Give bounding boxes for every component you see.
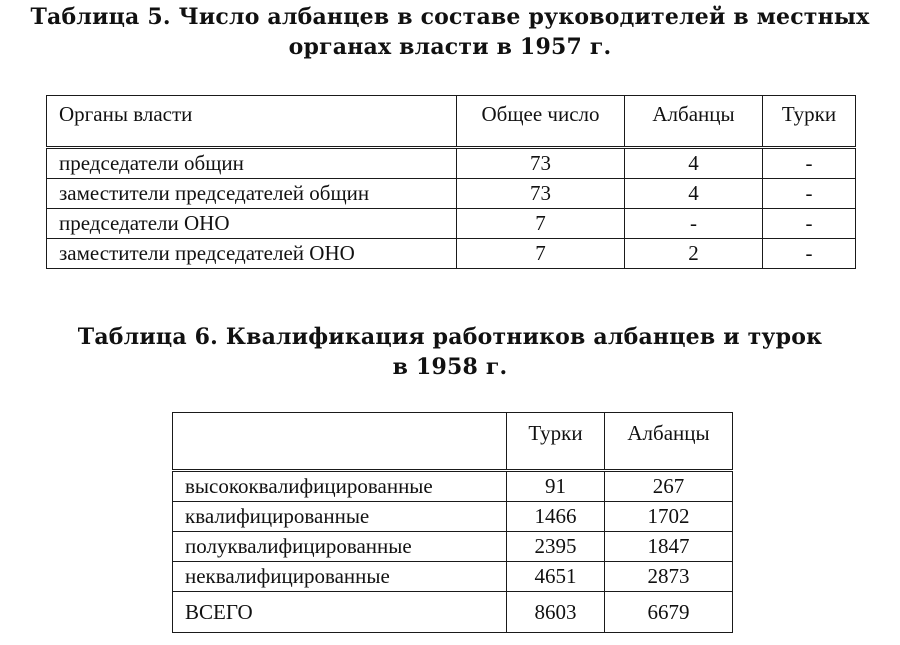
- table-row: [47, 148, 856, 179]
- table-row: [173, 502, 733, 532]
- table-cell: высококвалифицированные: [173, 471, 507, 502]
- table-cell: 1466: [507, 502, 605, 532]
- table-cell: 73: [457, 148, 625, 179]
- table6-header-cell: Албанцы: [605, 413, 733, 471]
- table-cell: председатели ОНО: [47, 209, 457, 239]
- table-cell: -: [763, 209, 856, 239]
- table6-header-cell: [173, 413, 507, 471]
- table-cell: ВСЕГО: [173, 592, 507, 633]
- table-cell: 6679: [605, 592, 733, 633]
- table-cell: 73: [457, 179, 625, 209]
- table-total-row: [173, 592, 733, 633]
- table-cell: 4: [625, 148, 763, 179]
- table5-header-cell: Органы власти: [47, 96, 457, 148]
- table-cell: 7: [457, 209, 625, 239]
- table-cell: квалифицированные: [173, 502, 507, 532]
- table-row: [47, 209, 856, 239]
- table-cell: 4: [625, 179, 763, 209]
- table-cell: заместители председателей ОНО: [47, 239, 457, 269]
- table5-title: [0, 2, 900, 62]
- table5-authorities: [46, 95, 856, 269]
- table6-title: [0, 322, 900, 382]
- table5-header-cell: Общее число: [457, 96, 625, 148]
- table5-header-row: [47, 96, 856, 148]
- table6-header-row: [173, 413, 733, 471]
- table5-title-line1: Таблица 5. Число албанцев в составе руководителей в местных: [30, 4, 870, 30]
- table-cell: 2873: [605, 562, 733, 592]
- table-cell: председатели общин: [47, 148, 457, 179]
- table6-header-cell: Турки: [507, 413, 605, 471]
- table-cell: 1702: [605, 502, 733, 532]
- table-row: [47, 239, 856, 269]
- table-cell: 1847: [605, 532, 733, 562]
- table6-title-line2: в 1958 г.: [392, 354, 508, 380]
- table-cell: -: [625, 209, 763, 239]
- table5-header-cell: Албанцы: [625, 96, 763, 148]
- table-row: [173, 562, 733, 592]
- table-cell: 2395: [507, 532, 605, 562]
- table5-header-cell: Турки: [763, 96, 856, 148]
- table5-title-line2: органах власти в 1957 г.: [288, 34, 612, 60]
- table-row: [47, 179, 856, 209]
- table-row: [173, 532, 733, 562]
- table-cell: -: [763, 179, 856, 209]
- table-cell: 91: [507, 471, 605, 502]
- table-cell: 2: [625, 239, 763, 269]
- table-cell: -: [763, 239, 856, 269]
- table-cell: 7: [457, 239, 625, 269]
- table6-title-line1: Таблица 6. Квалификация работников албанцев и турок: [77, 324, 823, 350]
- table-cell: -: [763, 148, 856, 179]
- table-cell: 8603: [507, 592, 605, 633]
- table-row: [173, 471, 733, 502]
- table6-qualification: [172, 412, 733, 633]
- table-cell: 267: [605, 471, 733, 502]
- table-cell: 4651: [507, 562, 605, 592]
- table-cell: заместители председателей общин: [47, 179, 457, 209]
- table-cell: неквалифицированные: [173, 562, 507, 592]
- table-cell: полуквалифицированные: [173, 532, 507, 562]
